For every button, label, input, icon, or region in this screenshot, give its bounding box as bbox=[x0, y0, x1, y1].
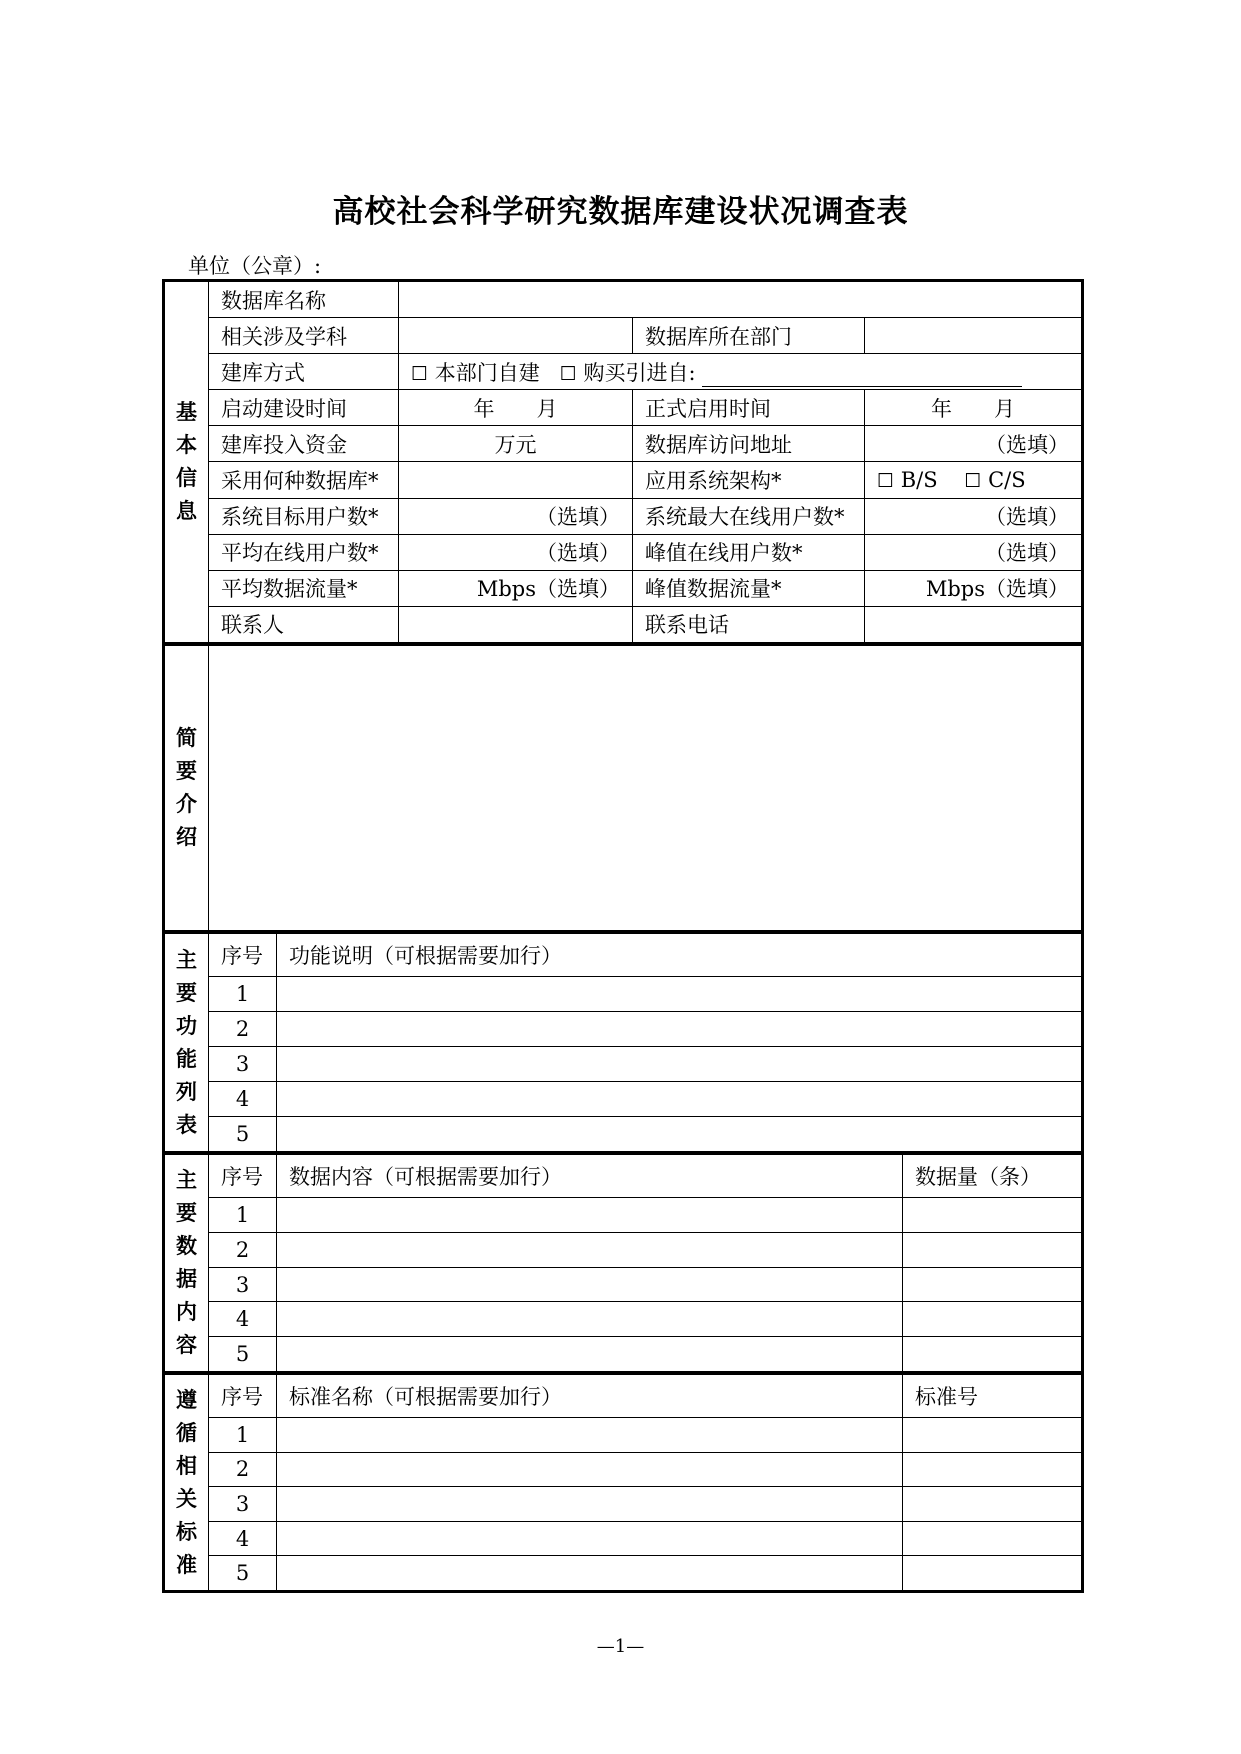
function-desc-field[interactable] bbox=[277, 977, 1082, 1012]
dept-label: 数据库所在部门 bbox=[633, 318, 865, 354]
table-row bbox=[165, 1232, 1082, 1267]
standard-code-field[interactable] bbox=[903, 1521, 1082, 1556]
avg-online-field[interactable]: （选填） bbox=[399, 534, 633, 570]
cs-label: C/S bbox=[988, 468, 1026, 493]
standard-name-field[interactable] bbox=[277, 1521, 903, 1556]
bs-checkbox[interactable]: ☐ bbox=[877, 470, 895, 493]
functions-col-desc: 功能说明（可根据需要加行） bbox=[277, 934, 1082, 977]
method-label: 建库方式 bbox=[209, 354, 399, 390]
cs-checkbox[interactable]: ☐ bbox=[964, 470, 982, 493]
phone-field[interactable] bbox=[865, 606, 1082, 642]
data-desc-field[interactable] bbox=[277, 1267, 903, 1302]
data-col-desc: 数据内容（可根据需要加行） bbox=[277, 1155, 903, 1198]
standard-name-field[interactable] bbox=[277, 1452, 903, 1487]
table-row bbox=[165, 1116, 1082, 1151]
table-row bbox=[165, 1452, 1082, 1487]
purchase-label: 购买引进自: bbox=[583, 360, 696, 385]
row-number: 2 bbox=[209, 1452, 277, 1487]
db-type-field[interactable] bbox=[399, 462, 633, 498]
basic-info-side-label: 基 本 信 息 bbox=[165, 282, 209, 643]
self-build-checkbox[interactable]: ☐ bbox=[411, 362, 429, 385]
data-content-section bbox=[162, 1152, 1084, 1374]
db-name-field[interactable] bbox=[399, 282, 1082, 318]
arch-label: 应用系统架构* bbox=[633, 462, 865, 498]
standards-col-desc: 标准名称（可根据需要加行） bbox=[277, 1375, 903, 1418]
row-number: 3 bbox=[209, 1267, 277, 1302]
dept-field[interactable] bbox=[865, 318, 1082, 354]
standard-name-field[interactable] bbox=[277, 1487, 903, 1522]
table-row bbox=[165, 1082, 1082, 1117]
funds-field[interactable]: 万元 bbox=[399, 426, 633, 462]
purchase-checkbox[interactable]: ☐ bbox=[559, 362, 577, 385]
row-number: 3 bbox=[209, 1047, 277, 1082]
db-type-label: 采用何种数据库* bbox=[209, 462, 399, 498]
standards-col-code: 标准号 bbox=[903, 1375, 1082, 1418]
official-time-label: 正式启用时间 bbox=[633, 390, 865, 426]
purchase-source-field[interactable] bbox=[702, 364, 1022, 387]
data-amount-field[interactable] bbox=[903, 1232, 1082, 1267]
row-number: 3 bbox=[209, 1487, 277, 1522]
access-addr-label: 数据库访问地址 bbox=[633, 426, 865, 462]
intro-field[interactable] bbox=[209, 646, 1082, 931]
data-col-no: 序号 bbox=[209, 1155, 277, 1198]
functions-col-no: 序号 bbox=[209, 934, 277, 977]
data-content-side-label: 主 要 数 据 内 容 bbox=[165, 1155, 209, 1372]
standard-name-field[interactable] bbox=[277, 1556, 903, 1591]
standard-code-field[interactable] bbox=[903, 1417, 1082, 1452]
standard-code-field[interactable] bbox=[903, 1487, 1082, 1522]
table-row bbox=[165, 1047, 1082, 1082]
table-row bbox=[165, 1337, 1082, 1372]
row-number: 5 bbox=[209, 1116, 277, 1151]
avg-online-label: 平均在线用户数* bbox=[209, 534, 399, 570]
standards-col-no: 序号 bbox=[209, 1375, 277, 1418]
intro-side-label: 简 要 介 绍 bbox=[165, 646, 209, 931]
table-row bbox=[165, 977, 1082, 1012]
row-number: 4 bbox=[209, 1082, 277, 1117]
basic-info-section bbox=[162, 279, 1084, 645]
phone-label: 联系电话 bbox=[633, 606, 865, 642]
start-time-label: 启动建设时间 bbox=[209, 390, 399, 426]
table-row bbox=[165, 1521, 1082, 1556]
access-addr-field[interactable]: （选填） bbox=[865, 426, 1082, 462]
contact-field[interactable] bbox=[399, 606, 633, 642]
data-amount-field[interactable] bbox=[903, 1337, 1082, 1372]
row-number: 1 bbox=[209, 977, 277, 1012]
db-name-label: 数据库名称 bbox=[209, 282, 399, 318]
function-desc-field[interactable] bbox=[277, 1082, 1082, 1117]
data-desc-field[interactable] bbox=[277, 1198, 903, 1233]
function-desc-field[interactable] bbox=[277, 1047, 1082, 1082]
table-row bbox=[165, 1556, 1082, 1591]
data-amount-field[interactable] bbox=[903, 1267, 1082, 1302]
functions-side-label: 主 要 功 能 列 表 bbox=[165, 934, 209, 1152]
data-col-amount: 数据量（条） bbox=[903, 1155, 1082, 1198]
intro-section bbox=[162, 643, 1084, 933]
function-desc-field[interactable] bbox=[277, 1012, 1082, 1047]
standards-section bbox=[162, 1372, 1084, 1593]
start-time-field[interactable]: 年 月 bbox=[399, 390, 633, 426]
standards-side-label: 遵 循 相 关 标 准 bbox=[165, 1375, 209, 1591]
row-number: 1 bbox=[209, 1198, 277, 1233]
row-number: 5 bbox=[209, 1337, 277, 1372]
max-online-label: 系统最大在线用户数* bbox=[633, 498, 865, 534]
arch-field bbox=[865, 462, 1082, 498]
contact-label: 联系人 bbox=[209, 606, 399, 642]
data-amount-field[interactable] bbox=[903, 1198, 1082, 1233]
row-number: 4 bbox=[209, 1521, 277, 1556]
official-time-field[interactable]: 年 月 bbox=[865, 390, 1082, 426]
row-number: 2 bbox=[209, 1232, 277, 1267]
table-row bbox=[165, 1267, 1082, 1302]
functions-section bbox=[162, 931, 1084, 1154]
max-online-field[interactable]: （选填） bbox=[865, 498, 1082, 534]
data-desc-field[interactable] bbox=[277, 1232, 903, 1267]
peak-flow-label: 峰值数据流量* bbox=[633, 570, 865, 606]
page-number: —1— bbox=[596, 1636, 645, 1657]
data-amount-field[interactable] bbox=[903, 1302, 1082, 1337]
avg-flow-field[interactable]: Mbps（选填） bbox=[399, 570, 633, 606]
table-row bbox=[165, 1012, 1082, 1047]
target-users-label: 系统目标用户数* bbox=[209, 498, 399, 534]
self-build-label: 本部门自建 bbox=[434, 360, 540, 385]
table-row bbox=[165, 1302, 1082, 1337]
data-desc-field[interactable] bbox=[277, 1337, 903, 1372]
subject-label: 相关涉及学科 bbox=[209, 318, 399, 354]
table-row bbox=[165, 1417, 1082, 1452]
unit-label: 单位（公章）: bbox=[188, 254, 322, 278]
peak-online-field[interactable]: （选填） bbox=[865, 534, 1082, 570]
method-field bbox=[399, 354, 1082, 390]
funds-label: 建库投入资金 bbox=[209, 426, 399, 462]
avg-flow-label: 平均数据流量* bbox=[209, 570, 399, 606]
function-desc-field[interactable] bbox=[277, 1116, 1082, 1151]
peak-online-label: 峰值在线用户数* bbox=[633, 534, 865, 570]
bs-label: B/S bbox=[900, 468, 938, 493]
form-title: 高校社会科学研究数据库建设状况调查表 bbox=[332, 194, 909, 230]
peak-flow-field[interactable]: Mbps（选填） bbox=[865, 570, 1082, 606]
target-users-field[interactable]: （选填） bbox=[399, 498, 633, 534]
row-number: 5 bbox=[209, 1556, 277, 1591]
standard-code-field[interactable] bbox=[903, 1452, 1082, 1487]
data-desc-field[interactable] bbox=[277, 1302, 903, 1337]
table-row bbox=[165, 1487, 1082, 1522]
row-number: 4 bbox=[209, 1302, 277, 1337]
subject-field[interactable] bbox=[399, 318, 633, 354]
table-row bbox=[165, 1198, 1082, 1233]
standard-code-field[interactable] bbox=[903, 1556, 1082, 1591]
row-number: 2 bbox=[209, 1012, 277, 1047]
row-number: 1 bbox=[209, 1417, 277, 1452]
standard-name-field[interactable] bbox=[277, 1417, 903, 1452]
